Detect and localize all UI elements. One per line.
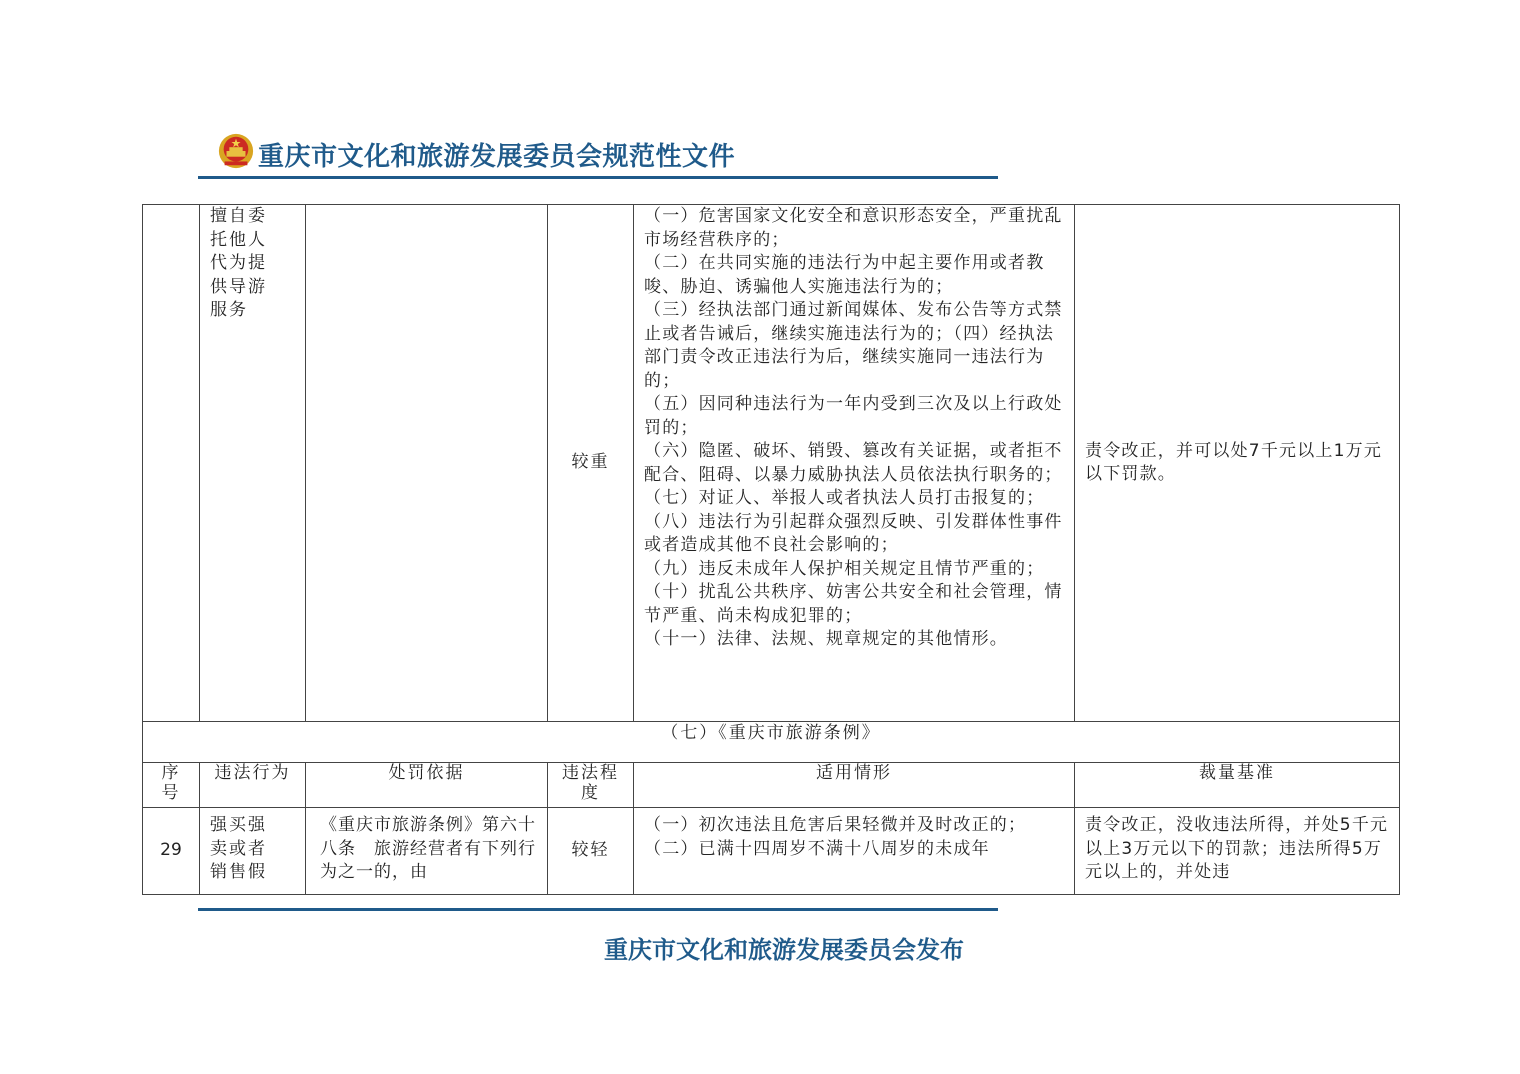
basis-text: 《重庆市旅游条例》第六十八条 旅游经营者有下列行为之一的，由 bbox=[320, 815, 536, 882]
document-header bbox=[200, 130, 1000, 182]
scenario-item: （十）扰乱公共秩序、妨害公共安全和社会管理，情节严重、尚未构成犯罪的； bbox=[644, 582, 1063, 626]
cell-degree: 较重 bbox=[548, 205, 634, 722]
scenario-item: （十一）法律、法规、规章规定的其他情形。 bbox=[644, 629, 1008, 649]
violation-text: 强买强卖或者销售假 bbox=[210, 815, 267, 882]
header-degree: 违法程度 bbox=[548, 763, 634, 808]
violation-text: 擅自委托他人代为提供导游服务 bbox=[210, 206, 267, 320]
table-row-continued bbox=[143, 205, 1400, 722]
standard-text: 责令改正，并可以处7千元以上1万元以下罚款。 bbox=[1085, 440, 1383, 484]
table-row bbox=[143, 808, 1400, 895]
header-basis: 处罚依据 bbox=[306, 763, 548, 808]
scenario-item: （五）因同种违法行为一年内受到三次及以上行政处罚的； bbox=[644, 394, 1063, 438]
standard-text: 责令改正，没收违法所得，并处5千元以上3万元以下的罚款；违法所得5万元以上的，并处违 bbox=[1085, 815, 1389, 882]
section-title: （七）《重庆市旅游条例》 bbox=[143, 722, 1400, 763]
cell-basis bbox=[306, 808, 548, 895]
header-title: 重庆市文化和旅游发展委员会规范性文件 bbox=[258, 142, 736, 172]
cell-violation bbox=[200, 808, 306, 895]
scenario-item: （六）隐匿、破坏、销毁、篡改有关证据，或者拒不配合、阻碍、以暴力威胁执法人员依法执行职务的； bbox=[644, 441, 1063, 485]
header-divider bbox=[198, 176, 998, 179]
cell-standard bbox=[1075, 808, 1400, 895]
cell-violation bbox=[200, 205, 306, 722]
scenario-item: （一）危害国家文化安全和意识形态安全，严重扰乱市场经营秩序的； bbox=[644, 206, 1063, 250]
section-row bbox=[143, 722, 1400, 763]
cell-no: 29 bbox=[143, 808, 200, 895]
cell-degree: 较轻 bbox=[548, 808, 634, 895]
scenario-item: （二）在共同实施的违法行为中起主要作用或者教唆、胁迫、诱骗他人实施违法行为的； bbox=[644, 253, 1045, 297]
header-standard: 裁量基准 bbox=[1075, 763, 1400, 808]
scenario-item: （八）违法行为引起群众强烈反映、引发群体性事件或者造成其他不良社会影响的； bbox=[644, 511, 1063, 555]
cell-no bbox=[143, 205, 200, 722]
scenario-item: （一）初次违法且危害后果轻微并及时改正的； bbox=[644, 815, 1027, 835]
cell-scenarios bbox=[634, 808, 1075, 895]
table-header-row bbox=[143, 763, 1400, 808]
penalty-discretion-table bbox=[142, 204, 1400, 895]
cell-scenarios bbox=[634, 205, 1075, 722]
cell-basis bbox=[306, 205, 548, 722]
scenario-item: （九）违反未成年人保护相关规定且情节严重的； bbox=[644, 558, 1045, 579]
header-violation: 违法行为 bbox=[200, 763, 306, 808]
national-emblem-icon bbox=[217, 132, 255, 170]
scenario-list bbox=[644, 808, 1070, 894]
footer-divider bbox=[198, 908, 998, 911]
header-no: 序号 bbox=[143, 763, 200, 808]
footer-publisher: 重庆市文化和旅游发展委员会发布 bbox=[604, 935, 964, 964]
scenario-item: （二）已满十四周岁不满十八周岁的未成年 bbox=[644, 838, 990, 859]
scenario-item: （三）经执法部门通过新闻媒体、发布公告等方式禁止或者告诫后，继续实施违法行为的；（四）经执法部门责令改正违法行为后，继续实施同一违法行为的； bbox=[644, 300, 1063, 391]
header-scenario: 适用情形 bbox=[634, 763, 1075, 808]
scenario-item: （七）对证人、举报人或者执法人员打击报复的； bbox=[644, 488, 1045, 508]
cell-standard bbox=[1075, 205, 1400, 722]
